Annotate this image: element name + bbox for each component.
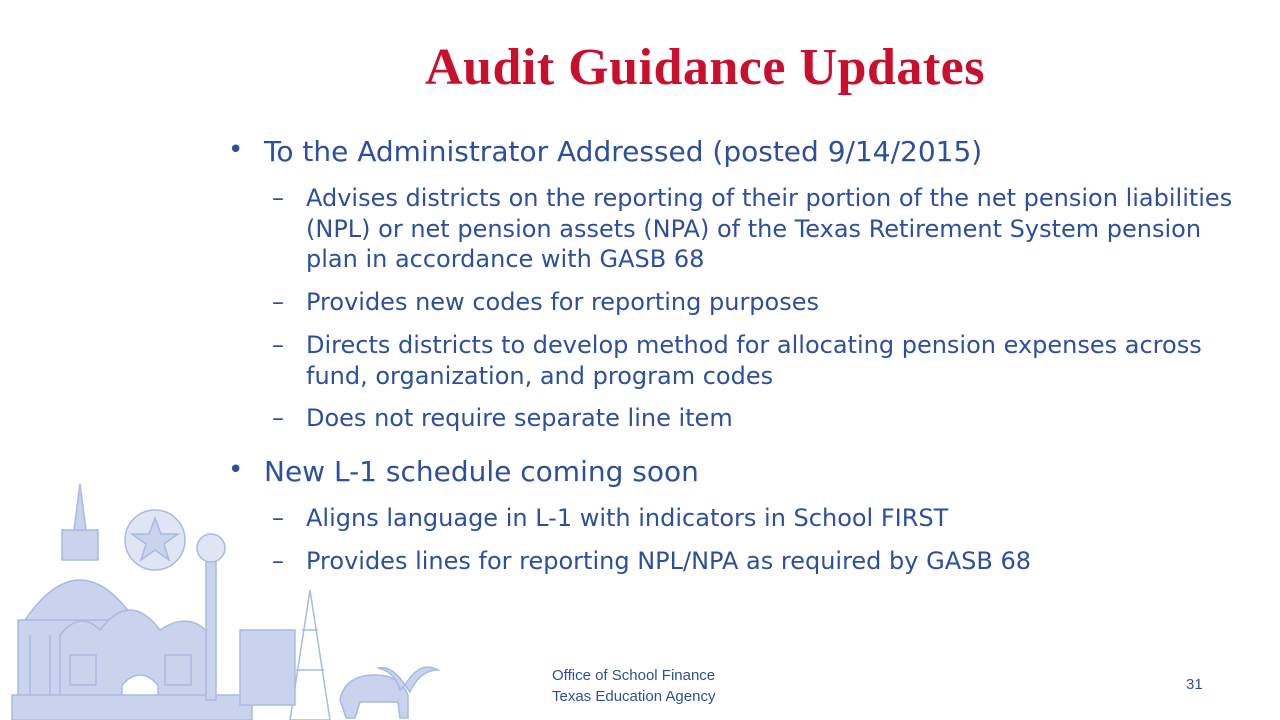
slide-title: Audit Guidance Updates	[425, 39, 985, 96]
sub-bullet-text: Provides new codes for reporting purposes	[306, 288, 819, 317]
sub-bullet-item	[228, 287, 1268, 318]
dash-icon: –	[272, 330, 284, 359]
bullet-text: To the Administrator Addressed (posted 9/14/2015)	[264, 135, 983, 168]
texas-landmarks-illustration-icon	[0, 470, 440, 720]
sub-bullet-text: Provides lines for reporting NPL/NPA as required by GASB 68	[306, 546, 1031, 575]
bullet-icon: •	[228, 135, 244, 165]
dash-icon: –	[272, 184, 284, 212]
sub-bullet-item	[228, 403, 1268, 434]
sub-bullet-text: Aligns language in L-1 with indicators in School FIRST	[306, 504, 949, 533]
page-number: 31	[1186, 676, 1203, 693]
sub-bullet-item	[228, 330, 1268, 391]
footer-agency: Texas Education Agency	[552, 688, 716, 705]
bullet-icon: •	[228, 455, 244, 486]
dash-icon: –	[272, 288, 284, 317]
footer-text	[552, 665, 715, 707]
sub-bullet-text: Advises districts on the reporting of their portion of the net pension liabilities (NPL) or net pension assets (NPA) of the Texas Retirement System pension plan in accordance with GASB 68	[306, 184, 1233, 274]
bullet-item	[228, 134, 1268, 169]
bullet-text: New L-1 schedule coming soon	[264, 455, 699, 489]
sub-bullet-group	[228, 183, 1268, 434]
sub-bullet-text: Directs districts to develop method for allocating pension expenses across fund, organization, and program codes	[306, 330, 1202, 390]
dash-icon: –	[272, 504, 284, 533]
dash-icon: –	[272, 546, 284, 575]
sub-bullet-text: Does not require separate line item	[306, 404, 733, 433]
dash-icon: –	[272, 404, 284, 433]
footer-office: Office of School Finance	[552, 667, 716, 684]
sub-bullet-item	[228, 183, 1268, 275]
